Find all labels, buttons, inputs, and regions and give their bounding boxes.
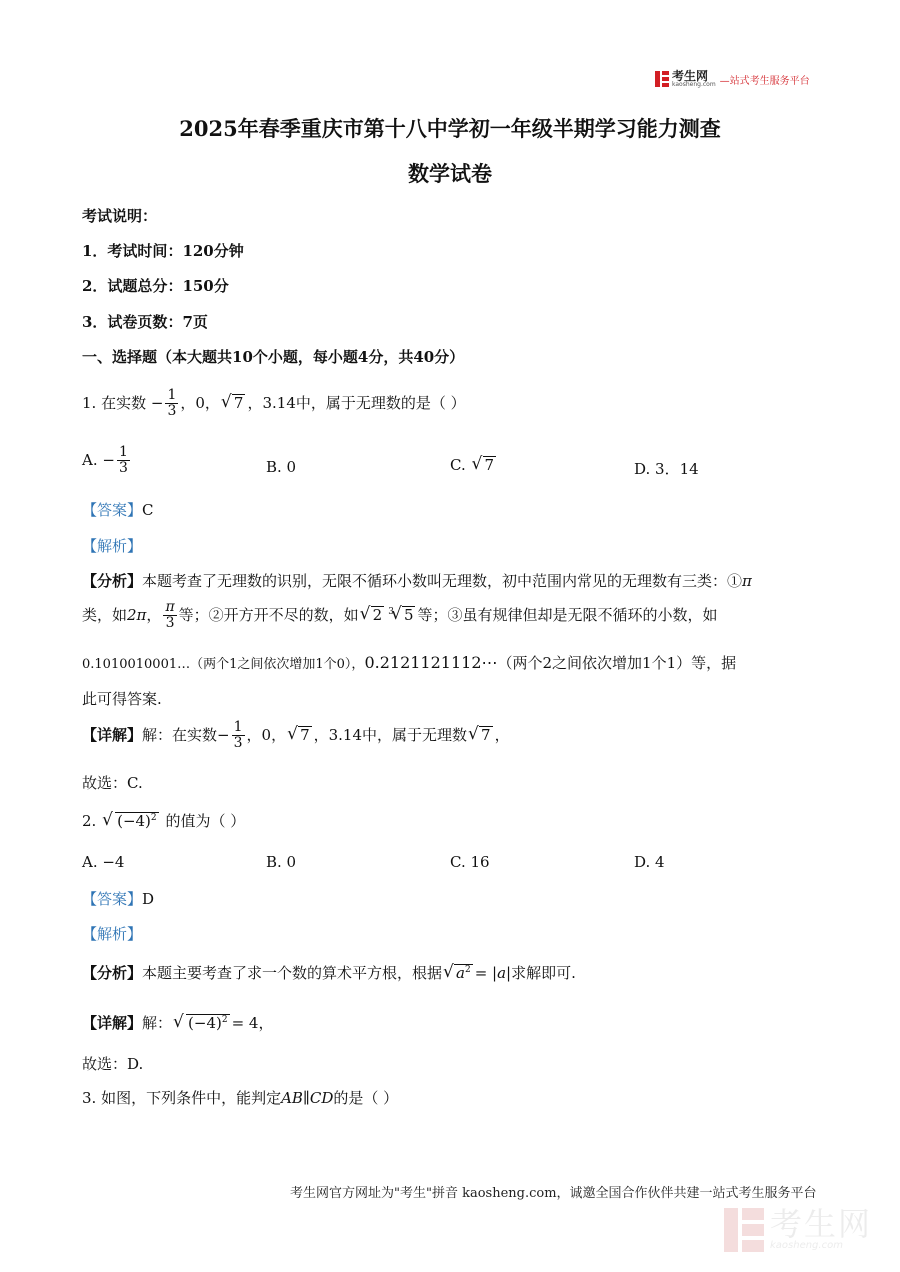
instructions-heading: 考试说明：	[82, 207, 158, 225]
watermark	[724, 1205, 872, 1252]
header-logo	[655, 70, 810, 88]
logo-url: kaosheng.com	[672, 81, 716, 88]
q1-fenxi-line3: 0.1010010001…（两个1之间依次增加1个0），0.2121121112⋯（两个2之间依次增加1个1）等，据	[82, 653, 737, 672]
q1-xiangjie: 【详解】解：在实数− $\frac{1}{3}$ ，0，√ 7 ，3.14中，属于无理数√ 7 ，	[82, 720, 510, 752]
question-1-stem: 1. 在实数 − $\frac{1}{3}$ ，0，√ 7 ，3.14中，属于无理数的是（ ）	[82, 388, 466, 420]
q2-option-d: D. 4	[634, 853, 665, 871]
q2-xiangjie: 【详解】解：√ $(-4)^2 = 4$，	[82, 1012, 274, 1033]
q1-analysis-tag: 【解析】	[82, 537, 143, 555]
q2-option-c: C. 16	[450, 853, 490, 871]
q1-option-d: D. 3．14	[634, 460, 699, 478]
page-footer: 考生网官方网址为"考生"拼音 kaosheng.com，诚邀全国合作伙伴共建一站式考生服务平台	[290, 1186, 817, 1201]
q1-option-b: B. 0	[266, 458, 297, 476]
watermark-name: 考生网	[769, 1205, 872, 1243]
instruction-item: 2．试题总分：150分	[82, 277, 229, 295]
q2-option-b: B. 0	[266, 853, 297, 871]
q1-fenxi-line4: 此可得答案.	[82, 690, 162, 708]
question-2-stem: 2. √ $(-4)^2$ 的值为（ ）	[82, 810, 245, 831]
logo-name: 考生网	[672, 69, 709, 83]
watermark-logo-icon	[724, 1208, 764, 1252]
instruction-item: 1．考试时间：120分钟	[82, 242, 244, 260]
q2-answer: 【答案】D	[82, 890, 155, 908]
logo-mark-icon	[655, 71, 669, 87]
page-subtitle: 数学试卷	[408, 161, 492, 186]
logo-slogan: —站式考生服务平台	[719, 75, 810, 87]
q1-answer: 【答案】C	[82, 501, 154, 519]
watermark-url: kaosheng.com	[769, 1240, 843, 1251]
q1-option-a: A. − $\frac{1}{3}$	[82, 444, 128, 477]
instruction-item: 3．试卷页数：7页	[82, 313, 208, 331]
q1-fenxi-line1: 【分析】本题考查了无理数的识别，无限不循环小数叫无理数，初中范围内常见的无理数有三类：①π	[82, 572, 752, 590]
page-title: 2025年春季重庆市第十八中学初一年级半期学习能力测查	[179, 116, 721, 141]
q1-guxuan: 故选：C.	[82, 774, 143, 792]
q2-fenxi: 【分析】本题主要考查了求一个数的算术平方根，根据√ $a^2 = |a|$求解即可.	[82, 962, 576, 983]
q2-guxuan: 故选：D.	[82, 1055, 144, 1073]
section-heading: 一、选择题（本大题共10个小题，每小题4分，共40分）	[82, 348, 465, 366]
q2-option-a: A. −4	[82, 853, 125, 871]
q2-analysis-tag: 【解析】	[82, 925, 143, 943]
question-3-stem: 3. 如图，下列条件中，能判定AB∥CD的是（ ）	[82, 1089, 399, 1107]
q1-option-c: C. √ 7	[450, 456, 498, 474]
q1-fenxi-line2: 类，如2π， $\frac{\pi}{3}$ 等；②开方开不尽的数，如√ 2 $^3$√ 5 等；③虽有规律但却是无限不循环的小数，如	[82, 600, 718, 632]
